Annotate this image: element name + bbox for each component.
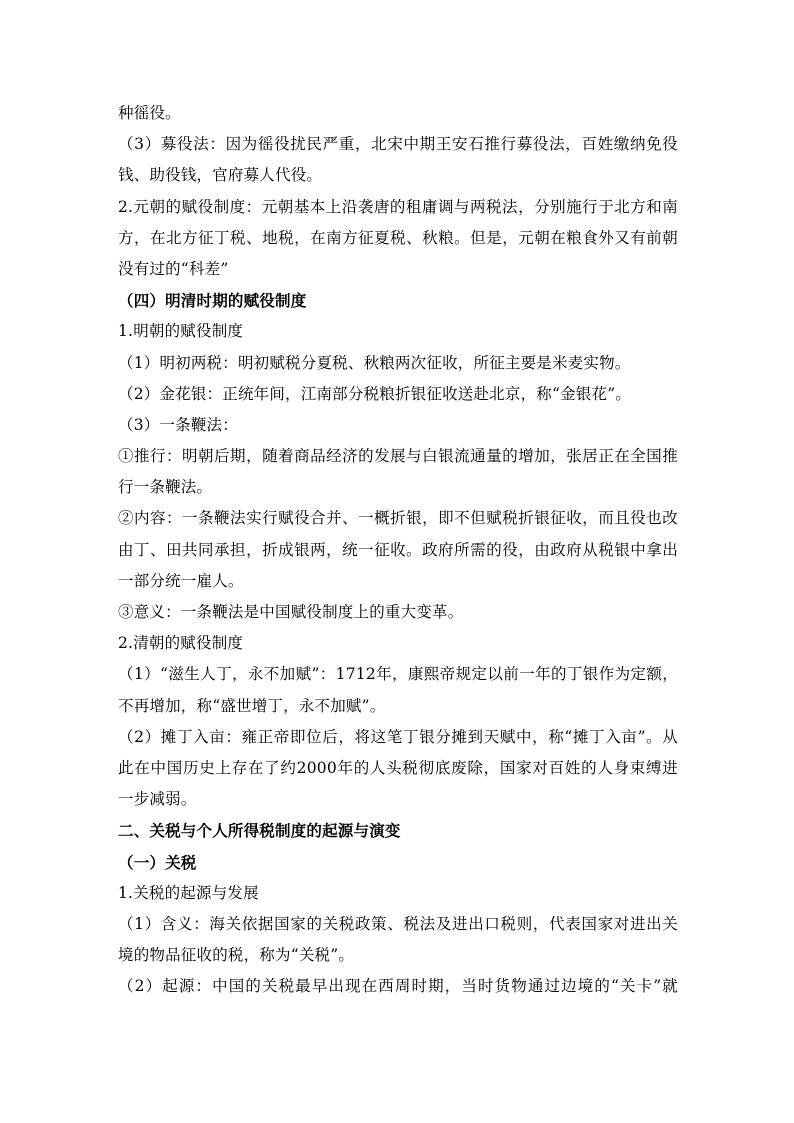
text-line: （2）金花银：正统年间，江南部分税粮折银征收送赴北京，称“金银花”。 bbox=[118, 384, 632, 403]
text-line: 方，在北方征丁税、地税，在南方征夏税、秋粮。但是，元朝在粮食外又有前朝 bbox=[118, 228, 678, 247]
text-line: 1.关税的起源与发展 bbox=[118, 883, 259, 902]
text-line: 1.明朝的赋役制度 bbox=[118, 322, 244, 341]
text-line: 不再增加，称“盛世增丁，永不加赋”。 bbox=[118, 696, 386, 715]
text-line: 一部分统一雇人。 bbox=[118, 571, 244, 590]
text-line: （2）起源：中国的关税最早出现在西周时期，当时货物通过边境的“关卡”就 bbox=[118, 977, 678, 996]
text-line: ①推行：明朝后期，随着商品经济的发展与白银流通量的增加，张居正在全国推 bbox=[118, 447, 678, 466]
text-line: ③意义：一条鞭法是中国赋役制度上的重大变革。 bbox=[118, 603, 464, 621]
section-heading: （一）关税 bbox=[118, 852, 197, 872]
text-line: （2）摊丁入亩：雍正帝即位后，将这笔丁银分摊到天赋中，称“摊丁入亩”。从 bbox=[118, 727, 678, 746]
text-line: 没有过的“科差” bbox=[118, 259, 229, 278]
text-line: （3）一条鞭法： bbox=[118, 415, 238, 434]
text-line: 钱、助役钱，官府募人代役。 bbox=[118, 166, 323, 185]
section-heading: 二、关税与个人所得税制度的起源与演变 bbox=[118, 821, 401, 841]
text-line: 种徭役。 bbox=[118, 104, 181, 122]
text-line: 此在中国历史上存在了约2000年的人头税彻底废除，国家对百姓的人身束缚进 bbox=[118, 758, 678, 777]
text-line: 2.元朝的赋役制度：元朝基本上沿袭唐的租庸调与两税法，分别施行于北方和南 bbox=[118, 197, 678, 216]
text-line: 由丁、田共同承担，折成银两，统一征收。政府所需的役，由政府从税银中拿出 bbox=[118, 540, 678, 559]
text-line: 一步减弱。 bbox=[118, 790, 197, 809]
section-heading: （四）明清时期的赋役制度 bbox=[118, 291, 307, 311]
text-line: 行一条鞭法。 bbox=[118, 478, 213, 497]
text-line: 境的物品征收的税，称为“关税”。 bbox=[118, 946, 355, 965]
text-line: （1）明初两税：明初赋税分夏税、秋粮两次征收，所征主要是米麦实物。 bbox=[118, 353, 631, 372]
text-line: ②内容：一条鞭法实行赋役合并、一概折银，即不但赋税折银征收，而且役也改 bbox=[118, 509, 678, 528]
text-line: （1）含义：海关依据国家的关税政策、税法及进出口税则，代表国家对进出关 bbox=[118, 914, 678, 933]
text-line: （1）“滋生人丁，永不加赋”：1712年，康熙帝规定以前一年的丁银作为定额， bbox=[118, 665, 678, 684]
document-page bbox=[118, 98, 678, 1002]
text-line: 2.清朝的赋役制度 bbox=[118, 634, 244, 653]
text-line: （3）募役法：因为徭役扰民严重，北宋中期王安石推行募役法，百姓缴纳免役 bbox=[118, 135, 678, 154]
